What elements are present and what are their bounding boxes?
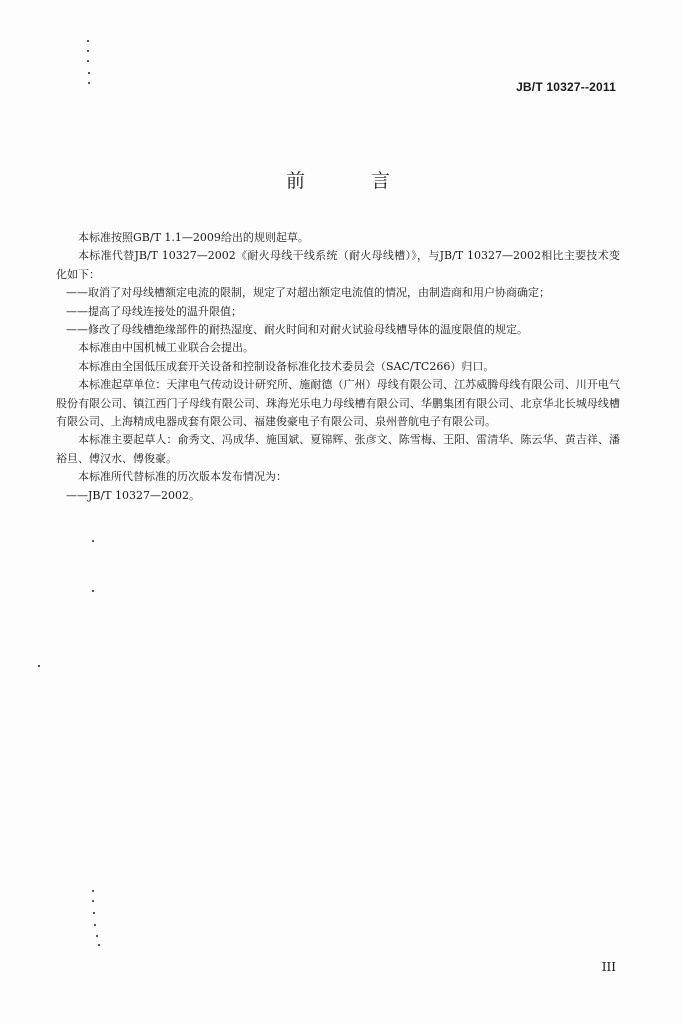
scan-speck (92, 890, 94, 892)
list-item-history: ——JB/T 10327—2002。 (66, 488, 201, 502)
paragraph-replaces: 本标准代替JB/T 10327—2002《耐火母线干线系统（耐火母线槽）》，与JB/T 10327—2002相比主要技术变化如下： (56, 249, 620, 281)
page-number: III (601, 960, 616, 974)
paragraph-drafting-units: 本标准起草单位：天津电气传动设计研究所、施耐德（广州）母线有限公司、江苏威腾母线有限公司、川开电气股份有限公司、镇江西门子母线有限公司、珠海光乐电力母线槽有限公司、华鹏集团有限公司、北京华北长城母线槽有限公司、上海精成电器成套有限公司、福建俊豪电子有限公司、泉州普航电子有限公司。 (56, 378, 620, 429)
list-item-change-2: ——提高了母线连接处的温升限值； (66, 304, 242, 318)
list-item-change-1: ——取消了对母线槽额定电流的限制，规定了对超出额定电流值的情况，由制造商和用户协商确定； (66, 286, 550, 300)
list-item-change-3: ——修改了母线槽绝缘部件的耐热湿度、耐火时间和对耐火试验母线槽导体的温度限值的规定。 (66, 323, 528, 337)
scan-speck (88, 72, 90, 74)
paragraph-committee: 本标准由全国低压成套开关设备和控制设备标准化技术委员会（SAC/TC266）归口。 (78, 359, 495, 373)
scan-speck (94, 924, 96, 926)
scan-speck (96, 935, 98, 937)
scan-speck (92, 540, 94, 542)
scan-speck (92, 590, 94, 592)
scan-speck (93, 912, 95, 914)
scan-speck (38, 665, 40, 667)
scan-speck (87, 50, 89, 52)
scan-speck (87, 40, 89, 42)
paragraph-history-intro: 本标准所代替标准的历次版本发布情况为： (78, 470, 287, 484)
paragraph-drafters: 本标准主要起草人：俞秀文、冯成华、施国斌、夏锦辉、张彦文、陈雪梅、王阳、雷清华、陈云华、黄吉祥、潘裕旦、傅汉水、傅俊豪。 (56, 433, 620, 465)
scan-speck (88, 82, 90, 84)
scan-speck (87, 60, 89, 62)
standard-code: JB/T 10327--2011 (516, 80, 616, 94)
scan-speck (92, 900, 94, 902)
paragraph-drafting-rules: 本标准按照GB/T 1.1—2009给出的规则起草。 (78, 231, 309, 244)
scan-speck (98, 944, 100, 946)
page-title: 前 言 (285, 170, 421, 192)
paragraph-proposer: 本标准由中国机械工业联合会提出。 (78, 341, 254, 355)
foreword-body (56, 229, 620, 505)
